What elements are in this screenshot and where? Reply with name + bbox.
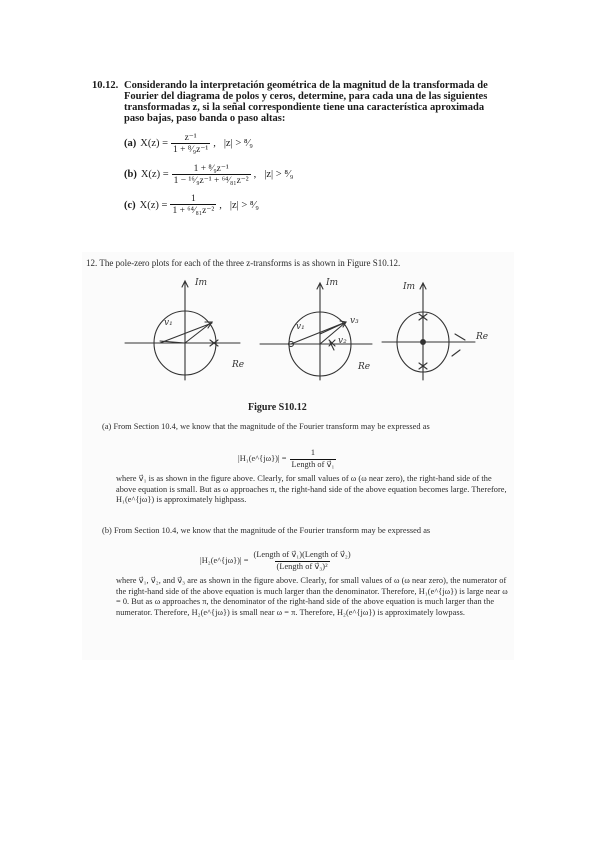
denominator: 1 + ⁸⁄₉z⁻¹ bbox=[173, 145, 209, 155]
equation-lhs: |H₁(e^{jω})| = bbox=[238, 453, 287, 463]
re-label-1: Re bbox=[232, 360, 245, 370]
equation-b: (b) X(z) = $\frac{\text{1 + ⁸⁄₉z⁻¹}}{\text{1 − ¹⁶⁄₉z⁻¹ + ⁶⁴⁄₈₁z⁻²}}$ , |z| > ⁸⁄₉ bbox=[124, 164, 294, 186]
fraction bbox=[171, 132, 210, 155]
part-label: (b) bbox=[124, 169, 137, 180]
pole-zero-plot-a bbox=[125, 281, 240, 380]
numerator: 1 bbox=[190, 194, 196, 204]
v1-label-1: v₁ bbox=[164, 318, 173, 328]
exercise-line: Considerando la interpretación geométrica de la magnitud de la transformada de bbox=[124, 80, 488, 91]
numerator: 1 + ⁸⁄₉z⁻¹ bbox=[193, 164, 229, 174]
exercise-number: 10.12. bbox=[92, 80, 119, 91]
v3-label-2: v₃ bbox=[350, 316, 359, 326]
part-a-equation bbox=[238, 448, 339, 470]
equation-lhs: X(z) = bbox=[140, 169, 169, 180]
fraction bbox=[172, 163, 251, 186]
part-b-equation bbox=[200, 550, 356, 572]
part-b-body: where v⃗₁, v⃗₂, and v⃗₃ are as shown in the figure above. Clearly, for small values of ω (ω near zero), the numerator of the right-hand side of the above equation is much larger than the denominator. Therefore, H₁(e^{jω}) is large near ω = 0. But as ω approaches π, the denominator of the right-hand side of the above equation is much larger than the numerator. Therefore, H₂(e^{jω}) is small near ω = π. Therefore, H₂(e^{jω}) is approximately lowpass. bbox=[116, 576, 508, 617]
denominator: Length of v⃗₁ bbox=[291, 459, 335, 469]
exercise-line: paso bajas, paso banda o paso altas: bbox=[124, 113, 286, 124]
part-a-body: where v⃗₁ is as shown in the figure above. Clearly, for small values of ω (ω near zero), the right-hand side of the above equation is small. But as ω approaches π, the right-hand side of the above equation becomes large. Therefore, H₁(e^{jω}) is approximately highpass. bbox=[116, 474, 507, 505]
pole-zero-plot-b bbox=[260, 283, 372, 380]
im-label-1: Im bbox=[195, 278, 208, 288]
im-label-3: Im bbox=[403, 282, 416, 292]
roc: |z| > ⁸⁄₉ bbox=[223, 138, 253, 149]
equation-lhs: X(z) = bbox=[140, 138, 169, 149]
v1-label-2: v₁ bbox=[296, 322, 305, 332]
roc: |z| > ⁸⁄₉ bbox=[264, 169, 294, 180]
numerator: 1 bbox=[310, 448, 316, 457]
part-b-intro: (b) From Section 10.4, we know that the magnitude of the Fourier transform may be expressed as bbox=[102, 526, 431, 535]
fraction bbox=[252, 550, 353, 572]
part-label: (c) bbox=[124, 199, 136, 211]
fraction bbox=[290, 448, 337, 470]
figure-caption: Figure S10.12 bbox=[248, 402, 307, 413]
numerator: z⁻¹ bbox=[184, 133, 197, 143]
equation-lhs: |H₂(e^{jω})| = bbox=[200, 555, 249, 565]
re-label-3: Re bbox=[476, 332, 489, 342]
roc: |z| > ⁸⁄₉ bbox=[229, 199, 259, 211]
im-label-2: Im bbox=[326, 278, 339, 288]
solution-heading: 12. The pole-zero plots for each of the three z-transforms is as shown in Figure S10.12. bbox=[86, 258, 401, 268]
part-a-intro: (a) From Section 10.4, we know that the magnitude of the Fourier transform may be expressed as bbox=[102, 422, 430, 431]
re-label-2: Re bbox=[358, 362, 371, 372]
equation-c: (c) X(z) = $\frac{1}{\text{1 + ⁶⁴⁄₈₁z⁻²}}$ , |z| > ⁸⁄₉ bbox=[124, 194, 259, 216]
fraction bbox=[170, 194, 216, 216]
numerator: (Length of v⃗₁)(Length of v⃗₂) bbox=[253, 550, 351, 559]
denominator: (Length of v⃗₃)² bbox=[276, 561, 328, 571]
equation-lhs: X(z) = bbox=[139, 199, 168, 211]
part-label: (a) bbox=[124, 138, 137, 149]
v2-label-2: v₂ bbox=[338, 336, 347, 346]
pole-zero-plot-c bbox=[382, 283, 475, 380]
exercise-line: transformadas z, si la señal correspondiente tiene una característica aproximada bbox=[124, 102, 485, 113]
denominator: 1 + ⁶⁴⁄₈₁z⁻² bbox=[172, 206, 215, 216]
exercise-block bbox=[92, 80, 532, 216]
exercise-line: Fourier del diagrama de polos y ceros, determine, para cada una de las siguientes bbox=[124, 91, 488, 102]
equation-a: (a) X(z) = $\frac{\text{z⁻¹}}{\text{1 + ⁸⁄₉z⁻¹}}$ , |z| > ⁸⁄₉ bbox=[124, 133, 253, 155]
pole-zero-figure bbox=[120, 278, 510, 388]
denominator: 1 − ¹⁶⁄₉z⁻¹ + ⁶⁴⁄₈₁z⁻² bbox=[173, 176, 249, 186]
